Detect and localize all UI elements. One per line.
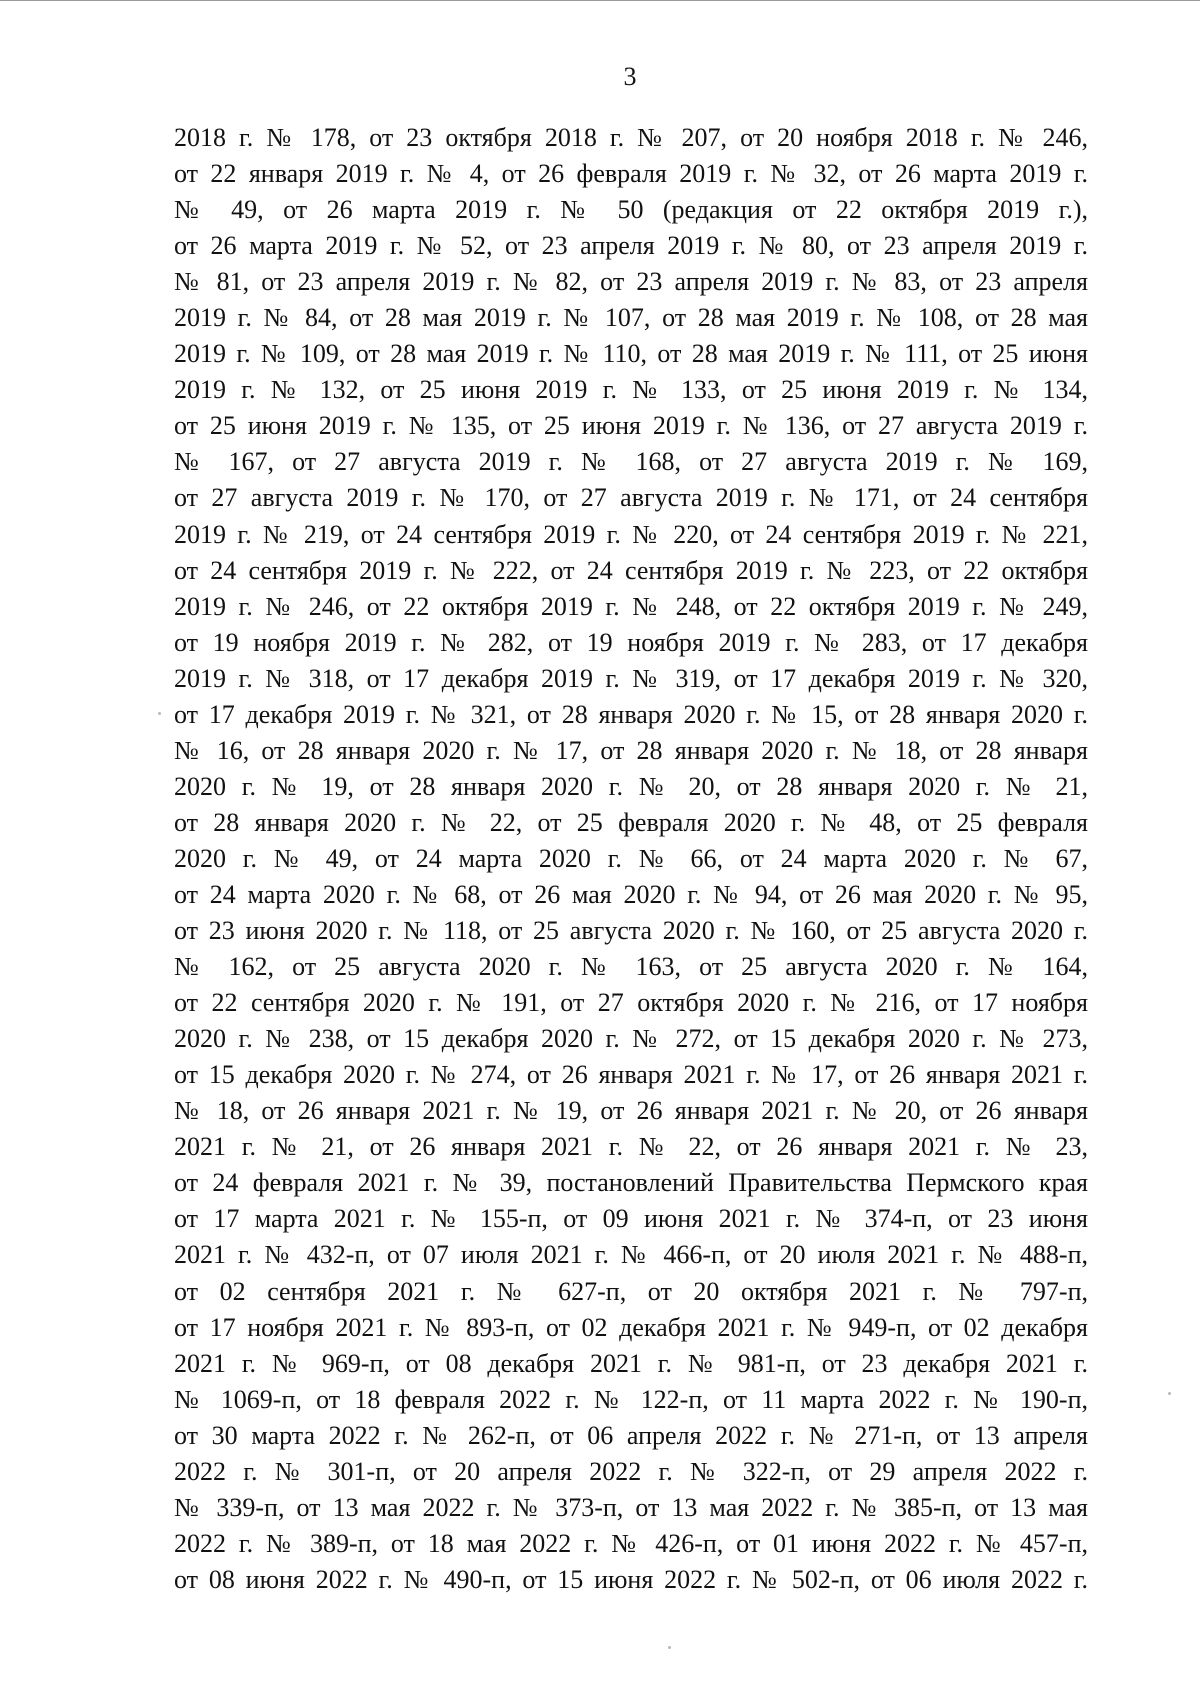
text-line: 2020 г. № 238, от 15 декабря 2020 г. № 272, от 15 декабря 2020 г. № 273,	[174, 1024, 1088, 1054]
text-line: 2021 г. № 969-п, от 08 декабря 2021 г. № 981-п, от 23 декабря 2021 г.	[174, 1348, 1088, 1378]
text-line: 2019 г. № 84, от 28 мая 2019 г. № 107, от 28 мая 2019 г. № 108, от 28 мая	[174, 303, 1088, 333]
text-line: 2020 г. № 49, от 24 марта 2020 г. № 66, от 24 марта 2020 г. № 67,	[174, 843, 1088, 873]
page-number: 3	[623, 62, 637, 91]
text-line: от 28 января 2020 г. № 22, от 25 февраля 2020 г. № 48, от 25 февраля	[174, 807, 1088, 837]
text-line: 2019 г. № 219, от 24 сентября 2019 г. № 220, от 24 сентября 2019 г. № 221,	[174, 519, 1088, 549]
scan-speck	[158, 712, 161, 715]
text-line: № 49, от 26 марта 2019 г. № 50 (редакция от 22 октября 2019 г.),	[174, 195, 1088, 225]
scan-edge-line	[0, 0, 1200, 1]
text-line: 2019 г. № 109, от 28 мая 2019 г. № 110, от 28 мая 2019 г. № 111, от 25 июня	[174, 339, 1088, 369]
scan-speck	[668, 1646, 671, 1649]
text-line: 2019 г. № 246, от 22 октября 2019 г. № 248, от 22 октября 2019 г. № 249,	[174, 591, 1088, 621]
text-line: от 25 июня 2019 г. № 135, от 25 июня 2019 г. № 136, от 27 августа 2019 г.	[174, 411, 1088, 441]
text-line: от 15 декабря 2020 г. № 274, от 26 января 2021 г. № 17, от 26 января 2021 г.	[174, 1060, 1088, 1090]
text-line: 2021 г. № 432-п, от 07 июля 2021 г. № 466-п, от 20 июля 2021 г. № 488-п,	[174, 1240, 1088, 1270]
text-line: от 24 марта 2020 г. № 68, от 26 мая 2020 г. № 94, от 26 мая 2020 г. № 95,	[174, 879, 1088, 909]
text-line: № 339-п, от 13 мая 2022 г. № 373-п, от 13 мая 2022 г. № 385-п, от 13 мая	[174, 1492, 1088, 1522]
text-line: от 17 декабря 2019 г. № 321, от 28 января 2020 г. № 15, от 28 января 2020 г.	[174, 699, 1088, 729]
text-line: № 81, от 23 апреля 2019 г. № 82, от 23 апреля 2019 г. № 83, от 23 апреля	[174, 267, 1088, 297]
text-line: от 02 сентября 2021 г. № 627-п, от 20 октября 2021 г. № 797-п,	[174, 1276, 1088, 1306]
text-line: № 16, от 28 января 2020 г. № 17, от 28 января 2020 г. № 18, от 28 января	[174, 735, 1088, 765]
document-body	[174, 120, 1088, 1598]
text-line: от 27 августа 2019 г. № 170, от 27 августа 2019 г. № 171, от 24 сентября	[174, 483, 1088, 513]
text-line: от 17 ноября 2021 г. № 893-п, от 02 декабря 2021 г. № 949-п, от 02 декабря	[174, 1312, 1088, 1342]
text-line: 2022 г. № 301-п, от 20 апреля 2022 г. № 322-п, от 29 апреля 2022 г.	[174, 1456, 1088, 1486]
text-line: от 30 марта 2022 г. № 262-п, от 06 апреля 2022 г. № 271-п, от 13 апреля	[174, 1420, 1088, 1450]
text-line: от 08 июня 2022 г. № 490-п, от 15 июня 2022 г. № 502-п, от 06 июля 2022 г.	[174, 1564, 1088, 1594]
text-line: № 18, от 26 января 2021 г. № 19, от 26 января 2021 г. № 20, от 26 января	[174, 1096, 1088, 1126]
text-line: № 167, от 27 августа 2019 г. № 168, от 27 августа 2019 г. № 169,	[174, 447, 1088, 477]
text-line: от 24 сентября 2019 г. № 222, от 24 сентября 2019 г. № 223, от 22 октября	[174, 555, 1088, 585]
scan-speck	[1168, 1392, 1171, 1395]
text-line: от 24 февраля 2021 г. № 39, постановлений Правительства Пермского края	[174, 1168, 1088, 1198]
text-line: от 19 ноября 2019 г. № 282, от 19 ноября 2019 г. № 283, от 17 декабря	[174, 627, 1088, 657]
text-line: от 26 марта 2019 г. № 52, от 23 апреля 2019 г. № 80, от 23 апреля 2019 г.	[174, 231, 1088, 261]
text-line: от 22 сентября 2020 г. № 191, от 27 октября 2020 г. № 216, от 17 ноября	[174, 988, 1088, 1018]
text-line: от 17 марта 2021 г. № 155-п, от 09 июня 2021 г. № 374-п, от 23 июня	[174, 1204, 1088, 1234]
text-line: 2021 г. № 21, от 26 января 2021 г. № 22, от 26 января 2021 г. № 23,	[174, 1132, 1088, 1162]
text-line: 2018 г. № 178, от 23 октября 2018 г. № 207, от 20 ноября 2018 г. № 246,	[174, 123, 1088, 152]
text-line: от 23 июня 2020 г. № 118, от 25 августа 2020 г. № 160, от 25 августа 2020 г.	[174, 916, 1088, 946]
text-line: 2019 г. № 318, от 17 декабря 2019 г. № 319, от 17 декабря 2019 г. № 320,	[174, 663, 1088, 693]
text-line: 2020 г. № 19, от 28 января 2020 г. № 20, от 28 января 2020 г. № 21,	[174, 771, 1088, 801]
text-line: 2022 г. № 389-п, от 18 мая 2022 г. № 426-п, от 01 июня 2022 г. № 457-п,	[174, 1528, 1088, 1558]
text-line: 2019 г. № 132, от 25 июня 2019 г. № 133, от 25 июня 2019 г. № 134,	[174, 375, 1088, 405]
text-line: № 162, от 25 августа 2020 г. № 163, от 25 августа 2020 г. № 164,	[174, 952, 1088, 982]
text-line: от 22 января 2019 г. № 4, от 26 февраля 2019 г. № 32, от 26 марта 2019 г.	[174, 159, 1088, 189]
text-line: № 1069-п, от 18 февраля 2022 г. № 122-п, от 11 марта 2022 г. № 190-п,	[174, 1384, 1088, 1414]
